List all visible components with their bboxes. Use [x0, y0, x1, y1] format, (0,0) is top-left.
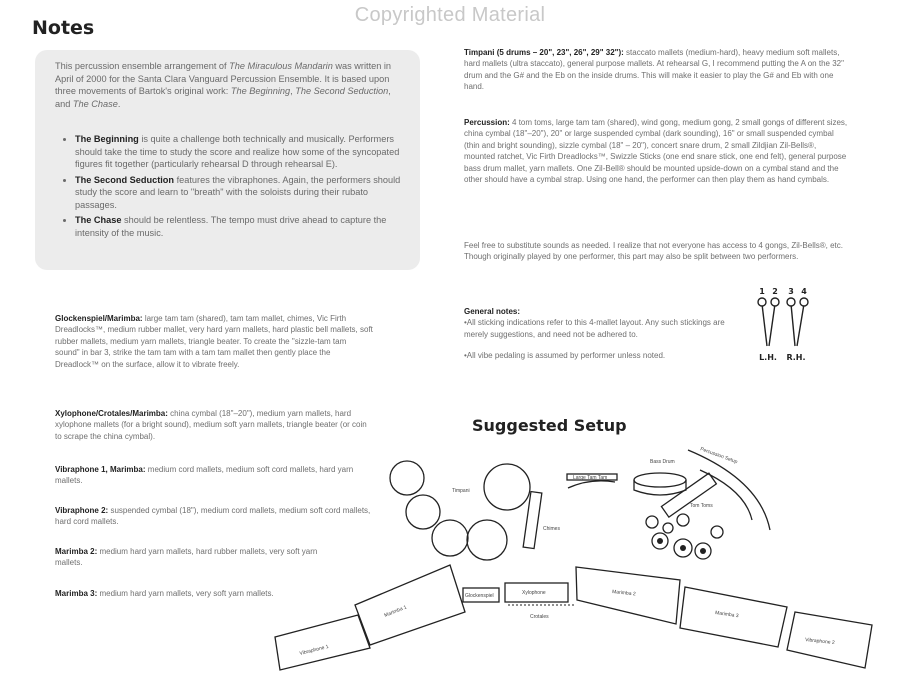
- intro-paragraph: This percussion ensemble arrangement of The Miraculous Mandarin was written in April of 2000 for the Santa Clara Vanguard Percussion Ensemble. It is based upon three movements of Bartok's original work: The Beginning, The Second Seduction, and The Chase.: [55, 61, 392, 109]
- intro-and: and: [55, 98, 71, 109]
- tom-tom: [663, 523, 673, 533]
- substitute-note: Feel free to substitute sounds as needed. I realize that not everyone has access to 4 gongs, Zil-Bells®, etc. Though originally played by one performer, this part may also be split between two performers.: [464, 241, 843, 262]
- intro-text: This percussion ensemble arrangement of: [55, 61, 227, 71]
- mallet-number: 4: [801, 287, 807, 296]
- label-tamtam: Large Tam Tam: [573, 475, 608, 481]
- timpani-drum: [390, 461, 424, 495]
- mallet-number: 3: [788, 287, 794, 296]
- instrument-head: Glockenspiel/Marimba:: [55, 314, 143, 323]
- vibraphone-1: [275, 615, 370, 670]
- label-crotales: Crotales: [530, 614, 549, 620]
- label-marimba-3: Marimba 3: [714, 610, 739, 620]
- instrument-text: suspended cymbal (18"), medium cord mallets, medium soft cord mallets, hard cord mallets.: [55, 506, 371, 527]
- label-marimba-1: Marimba 1: [383, 604, 408, 619]
- gong-rack: [661, 473, 716, 517]
- timpani-head: Timpani (5 drums – 20", 23", 26", 29" 32"):: [464, 48, 624, 57]
- page-title: Notes: [32, 17, 95, 39]
- label-vibraphone-2: Vibraphone 2: [804, 637, 835, 647]
- instrument-text: medium hard yarn mallets, hard rubber mallets, very soft yarn mallets.: [55, 547, 318, 568]
- timpani-drum: [484, 464, 530, 510]
- work-title: The Miraculous Mandarin: [229, 61, 333, 71]
- timpani-drum: [406, 495, 440, 529]
- movement-3: The Chase: [72, 98, 118, 109]
- instrument-text: medium hard yarn mallets, very soft yarn mallets.: [99, 589, 274, 598]
- movement-1: The Beginning: [230, 86, 291, 96]
- label-bassdrum: Bass Drum: [650, 459, 675, 465]
- general-notes-head: General notes:: [464, 307, 521, 316]
- timpani-drum: [467, 520, 507, 560]
- label-glockenspiel: Glockenspiel: [465, 593, 494, 599]
- movement-2: The Second Seduction: [295, 86, 389, 96]
- cymbal-dot: [700, 548, 706, 554]
- label-chimes: Chimes: [543, 526, 560, 532]
- percussion-text: 4 tom toms, large tam tam (shared), wind gong, medium gong, 2 small gongs of different sizes, china cymbal (18"–20"), 20" or large suspended cymbal (dark sounding), 16" or small suspended cymbal (thin and bright sounding), sizzle cymbal (18" – 20"), concert snare drum, 2 small Zildjian Zil-Bells®, mounted ratchet, Vic Firth Dreadlocks™, Swizzle Sticks (one end snare stick, one end felt), general purpose bass drum mallet, yarn mallets. One Zil-Bell® should be mounted upside-down on a cymbal stand and the other should have a cymbal strap. Using one hand, the performer can then play them as hand cymbals.: [464, 118, 848, 185]
- instrument-text: large tam tam (shared), tam tam mallet, chimes, Vic Firth Dreadlocks™, medium rubber mallet, very hard yarn mallets, hard plastic bell mallets, soft rubber mallets, medium yarn mallets, triangle beater. To create the "sizzle-tam tam sound" in bar 3, strike the tam tam with a tam tam mallet then gently place the Dreadlock™ on the surface, allow it to vibrate freely.: [55, 314, 373, 369]
- bullet-head: The Beginning: [75, 134, 139, 144]
- copyright-watermark: Copyrighted Material: [354, 4, 546, 26]
- tom-tom: [711, 526, 723, 538]
- general-note-2: •All vibe pedaling is assumed by performer unless noted.: [464, 351, 666, 361]
- general-note-1: •All sticking indications refer to this 4-mallet layout. Any such stickings are merely suggestions, and need not be adhered to.: [464, 318, 725, 339]
- bass-drum: [634, 473, 686, 487]
- bullet-head: The Chase: [75, 215, 122, 225]
- instrument-head: Vibraphone 1, Marimba:: [55, 465, 146, 474]
- cymbal-dot: [657, 538, 663, 544]
- percussion-head: Percussion:: [464, 118, 510, 127]
- tom-tom: [646, 516, 658, 528]
- bullet-text: should be relentless. The tempo must drive ahead to capture the intensity of the music.: [75, 215, 387, 238]
- label-marimba-2: Marimba 2: [611, 589, 636, 598]
- setup-heading: Suggested Setup: [472, 416, 627, 435]
- instrument-head: Marimba 3:: [55, 589, 98, 598]
- bullet-text: is quite a challenge both technically and musically. Performers should take the time to study the score and realize how some of the syncopated figures fit together (particularly rehearsal D through rehearsal E).: [75, 134, 400, 169]
- cymbal-dot: [680, 545, 686, 551]
- timpani-text: staccato mallets (medium-hard), heavy medium soft mallets, hard mallets (ultra staccato), general purpose mallets. At rehearsal G, I recommend putting the A on the 32" drum and the G# and the Eb on the inside drums. This will make it easier to play the G# and Eb with one hand.: [464, 48, 844, 92]
- percussion-arc-inner: [700, 470, 752, 520]
- label-percussion-setup: Percussion Setup: [699, 446, 739, 466]
- label-vibraphone-1: Vibraphone 1: [299, 643, 330, 657]
- intro-end: .: [117, 98, 121, 109]
- right-hand-label: R.H.: [786, 353, 806, 362]
- tom-tom: [677, 514, 689, 526]
- label-xylophone: Xylophone: [522, 590, 546, 596]
- instrument-text: medium cord mallets, medium soft cord mallets, hard yarn mallets.: [55, 465, 354, 486]
- instrument-text: china cymbal (18"–20"), medium yarn mallets, hard xylophone mallets (for a bright sound), medium soft yarn mallets, triangle beater (or coin to scrape the china cymbal).: [55, 409, 367, 441]
- bullet-text: features the vibraphones. Again, the performers should study the score and learn to "breath" with the soloists during their rubato passages.: [75, 174, 401, 210]
- bullet-head: The Second Seduction: [75, 174, 175, 185]
- instrument-head: Xylophone/Crotales/Marimba:: [55, 409, 168, 418]
- marimba-1: [355, 565, 465, 645]
- tam-tam: [568, 481, 615, 488]
- intro-text-2: was written in April of 2000 for the Santa Clara Vanguard Percussion Ensemble. It is based upon three movements of Bartok's original work:: [55, 61, 392, 96]
- mallet-number: 1: [759, 287, 765, 296]
- label-tomtoms: Tom Toms: [690, 503, 713, 509]
- mallet-number: 2: [772, 287, 778, 296]
- label-timpani: Timpani: [452, 488, 470, 494]
- left-hand-label: L.H.: [759, 353, 777, 362]
- timpani-drum: [432, 520, 468, 556]
- instrument-head: Vibraphone 2:: [55, 506, 109, 515]
- instrument-head: Marimba 2:: [55, 547, 98, 556]
